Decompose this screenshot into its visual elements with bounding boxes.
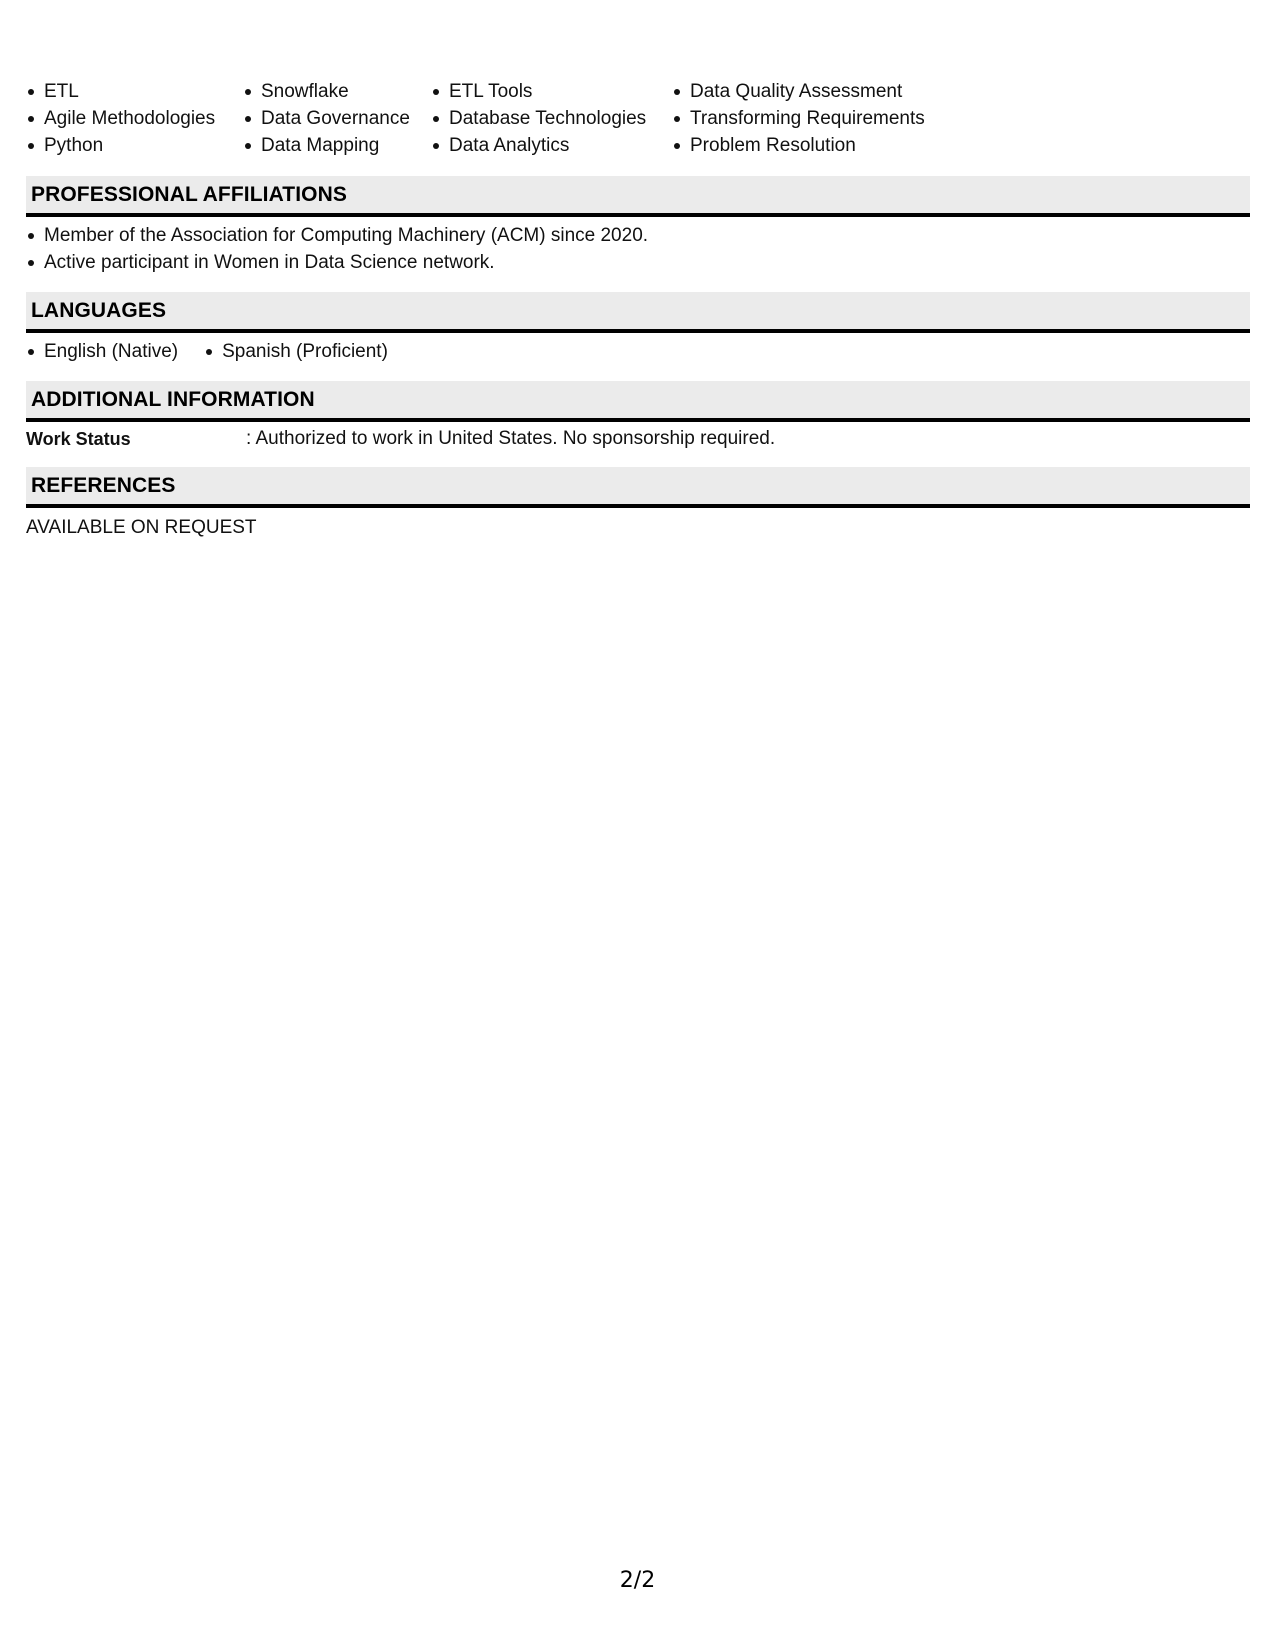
skills-column-2	[243, 78, 431, 159]
skill-item: Data Mapping	[261, 132, 431, 159]
additional-info-section-header	[26, 381, 1250, 422]
skill-item: Data Analytics	[449, 132, 672, 159]
work-status-label: Work Status	[26, 429, 131, 449]
references-title: REFERENCES	[31, 474, 176, 497]
skills-grid	[26, 78, 950, 159]
affiliation-item: Member of the Association for Computing Machinery (ACM) since 2020.	[44, 222, 648, 249]
skill-item: Data Governance	[261, 105, 431, 132]
skill-item: ETL Tools	[449, 78, 672, 105]
skills-column-1	[26, 78, 243, 159]
affiliation-item: Active participant in Women in Data Science network.	[44, 249, 648, 276]
skill-item: Python	[44, 132, 243, 159]
affiliations-section-header	[26, 176, 1250, 217]
references-text: AVAILABLE ON REQUEST	[26, 517, 257, 538]
work-status-row	[26, 427, 775, 451]
skill-item: Transforming Requirements	[690, 105, 950, 132]
languages-list	[44, 338, 432, 365]
skills-column-4	[672, 78, 950, 159]
references-section-header	[26, 467, 1250, 508]
additional-info-title: ADDITIONAL INFORMATION	[31, 388, 315, 411]
languages-section-header	[26, 292, 1250, 333]
skill-item: ETL	[44, 78, 243, 105]
skill-item: Agile Methodologies	[44, 105, 243, 132]
skill-item: Snowflake	[261, 78, 431, 105]
skill-item: Database Technologies	[449, 105, 672, 132]
language-item: English (Native)	[44, 338, 178, 365]
skill-item: Data Quality Assessment	[690, 78, 950, 105]
languages-title: LANGUAGES	[31, 299, 167, 322]
affiliations-list	[44, 222, 648, 276]
language-item: Spanish (Proficient)	[222, 338, 388, 365]
affiliations-title: PROFESSIONAL AFFILIATIONS	[31, 183, 347, 206]
page-number: 2/2	[619, 1568, 656, 1593]
work-status-value: : Authorized to work in United States. No sponsorship required.	[246, 428, 776, 449]
skill-item: Problem Resolution	[690, 132, 950, 159]
skills-column-3	[431, 78, 672, 159]
